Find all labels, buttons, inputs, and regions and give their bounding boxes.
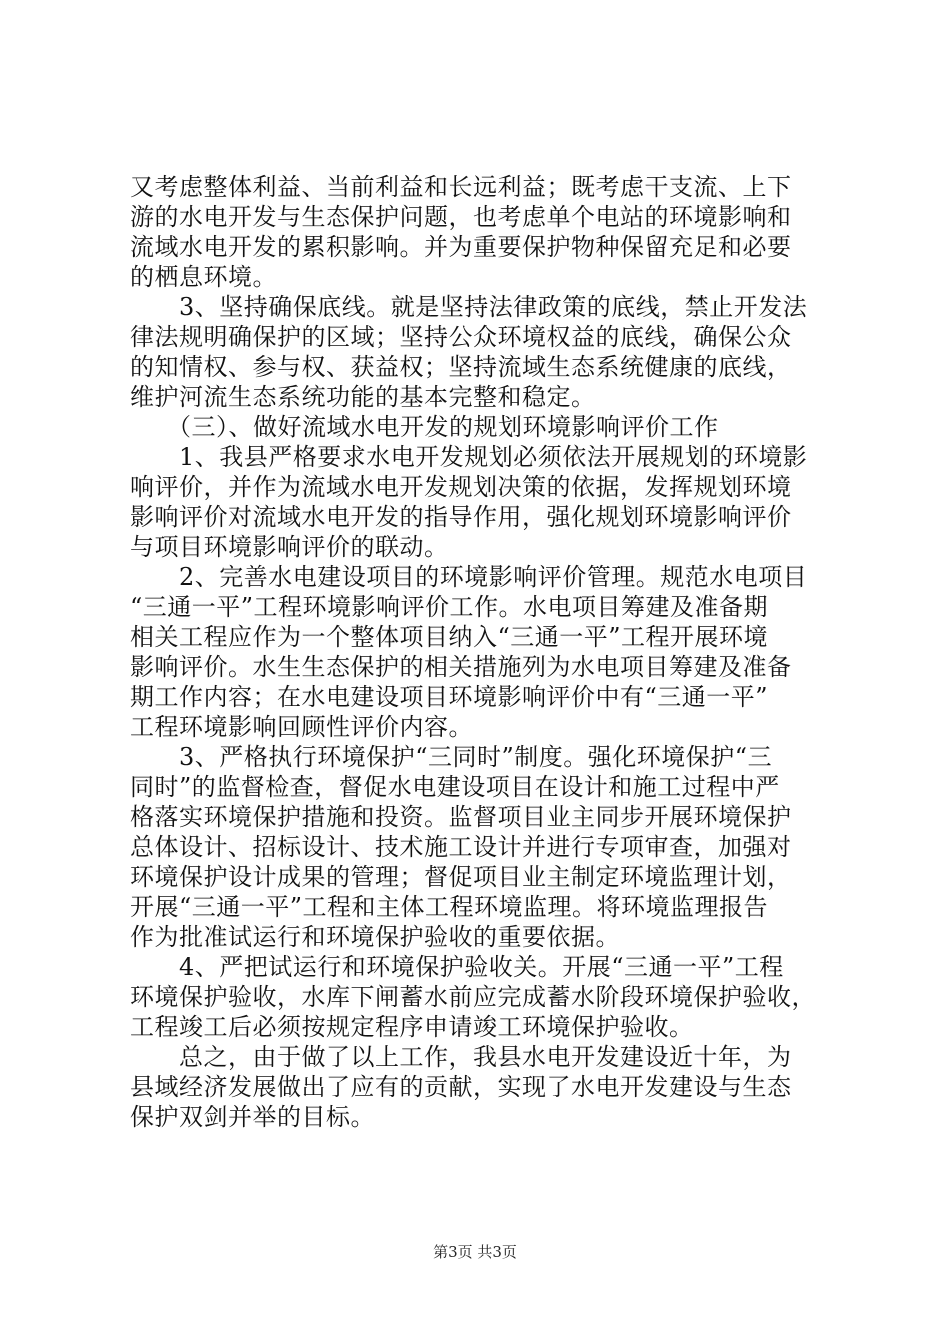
- text-line: 律法规明确保护的区域；坚持公众环境权益的底线，确保公众: [130, 323, 792, 351]
- text-line: 响评价，并作为流域水电开发规划决策的依据，发挥规划环境: [130, 473, 792, 501]
- text-line: 相关工程应作为一个整体项目纳入“三通一平”工程开展环境: [130, 623, 769, 651]
- text-line: 保护双剑并举的目标。: [130, 1103, 375, 1131]
- text-line: 作为批准试运行和环境保护验收的重要依据。: [130, 923, 620, 951]
- text-line: 游的水电开发与生态保护问题，也考虑单个电站的环境影响和: [130, 203, 792, 231]
- text-line: 又考虑整体利益、当前利益和长远利益；既考虑干支流、上下: [130, 173, 792, 201]
- text-line: 工程竣工后必须按规定程序申请竣工环境保护验收。: [130, 1013, 694, 1041]
- text-line: 影响评价对流域水电开发的指导作用，强化规划环境影响评价: [130, 503, 792, 531]
- section-heading: （三）、做好流域水电开发的规划环境影响评价工作: [130, 413, 719, 441]
- text-line: 流域水电开发的累积影响。并为重要保护物种保留充足和必要: [130, 233, 792, 261]
- text-line: 与项目环境影响评价的联动。: [130, 533, 449, 561]
- text-line: 的知情权、参与权、获益权；坚持流域生态系统健康的底线，: [130, 353, 792, 381]
- text-line: “三通一平”工程环境影响评价工作。水电项目筹建及准备期: [130, 593, 769, 621]
- text-line: 3、严格执行环境保护“三同时”制度。强化环境保护“三: [130, 743, 773, 771]
- text-line: 3、坚持确保底线。就是坚持法律政策的底线，禁止开发法: [130, 293, 808, 321]
- text-line: 工程环境影响回顾性评价内容。: [130, 713, 473, 741]
- text-line: 开展“三通一平”工程和主体工程环境监理。将环境监理报告: [130, 893, 769, 921]
- text-line: 期工作内容；在水电建设项目环境影响评价中有“三通一平”: [130, 683, 769, 711]
- text-line: 维护河流生态系统功能的基本完整和稳定。: [130, 383, 596, 411]
- text-line: 县域经济发展做出了应有的贡献，实现了水电开发建设与生态: [130, 1073, 792, 1101]
- text-line: 4、严把试运行和环境保护验收关。开展“三通一平”工程: [130, 953, 784, 981]
- document-body: [130, 172, 830, 1132]
- text-line: 格落实环境保护措施和投资。监督项目业主同步开展环境保护: [130, 803, 792, 831]
- text-line: 环境保护验收，水库下闸蓄水前应完成蓄水阶段环境保护验收，: [130, 983, 816, 1011]
- text-line: 总体设计、招标设计、技术施工设计并进行专项审查，加强对: [130, 833, 792, 861]
- text-line: 1、我县严格要求水电开发规划必须依法开展规划的环境影: [130, 443, 808, 471]
- page-number-footer: 第3页 共3页: [433, 1243, 517, 1261]
- text-line: 影响评价。水生生态保护的相关措施列为水电项目筹建及准备: [130, 653, 792, 681]
- text-line: 的栖息环境。: [130, 263, 277, 291]
- text-line: 2、完善水电建设项目的环境影响评价管理。规范水电项目: [130, 563, 808, 591]
- text-line: 环境保护设计成果的管理；督促项目业主制定环境监理计划，: [130, 863, 792, 891]
- text-line: 总之，由于做了以上工作，我县水电开发建设近十年，为: [130, 1043, 792, 1071]
- text-line: 同时”的监督检查，督促水电建设项目在设计和施工过程中严: [130, 773, 780, 801]
